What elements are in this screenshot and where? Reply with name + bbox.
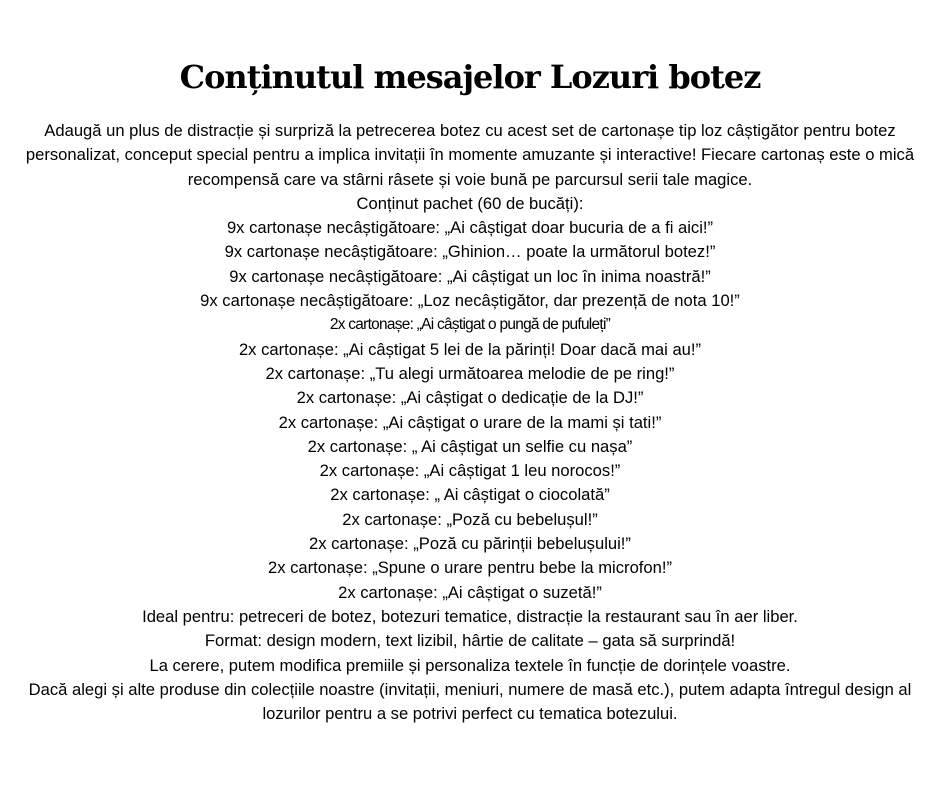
list-item: 2x cartonașe: „ Ai câștigat o ciocolată” (330, 485, 610, 505)
list-item: 2x cartonașe: „Poză cu bebelușul!” (342, 509, 598, 529)
list-item: 2x cartonașe: „Tu alegi următoarea melodie de pe ring!” (265, 363, 675, 383)
list-item: 9x cartonașe necâștigătoare: „Ai câștigat doar bucuria de a fi aici!” (226, 218, 714, 238)
product-description (18, 119, 922, 726)
package-heading: Conținut pachet (60 de bucăți): (356, 193, 584, 213)
closing-paragraph: Dacă alegi și alte produse din colecțiile noastre (invitații, meniuri, numere de masă etc.), putem adapta întregul design al lozurilor pentru a se potrivi perfect cu tematica botezului. (28, 679, 912, 724)
list-item: 9x cartonașe necâștigătoare: „Loz necâștigător, dar prezență de nota 10!” (200, 291, 740, 311)
list-item: 2x cartonașe: „Spune o urare pentru bebe la microfon!” (267, 558, 672, 578)
list-item: 2x cartonașe: „Poză cu părinții bebelușului!” (309, 534, 631, 554)
customization-text: La cerere, putem modifica premiile și personaliza textele în funcție de dorințele voastre. (149, 655, 791, 675)
list-item: 2x cartonașe: „Ai câștigat o dedicație de la DJ!” (296, 388, 644, 408)
format-text: Format: design modern, text lizibil, hârtie de calitate – gata să surprindă! (204, 631, 736, 651)
list-item: 2x cartonașe: „Ai câștigat o pungă de pufuleți” (329, 316, 611, 334)
list-item: 9x cartonașe necâștigătoare: „Ai câștigat un loc în inima noastră!” (229, 266, 711, 286)
intro-paragraph: Adaugă un plus de distracție și surpriză la petrecerea botez cu acest set de cartonașe tip loz câștigător pentru botez personalizat, conceput special pentru a implica invitații în momente amuzante și interactive! Fiecare cartonaș este o mică recompensă care va stârni râsete și voie bună pe parcursul serii tale magice. (25, 121, 915, 189)
list-item: 2x cartonașe: „Ai câștigat o suzetă!” (338, 582, 602, 602)
page-title: Conținutul mesajelor Lozuri botez (179, 58, 761, 96)
ideal-for-text: Ideal pentru: petreceri de botez, botezuri tematice, distracție la restaurant sau în aer liber. (142, 606, 798, 626)
list-item: 2x cartonașe: „Ai câștigat 5 lei de la părinți! Doar dacă mai au!” (238, 339, 702, 359)
list-item: 2x cartonașe: „ Ai câștigat un selfie cu nașa” (307, 436, 633, 456)
package-items-list (18, 216, 922, 605)
list-item: 2x cartonașe: „Ai câștigat o urare de la mami și tati!” (278, 412, 662, 432)
list-item: 2x cartonașe: „Ai câștigat 1 leu norocos!” (319, 461, 621, 481)
list-item: 9x cartonașe necâștigătoare: „Ghinion… poate la următorul botez!” (224, 242, 716, 262)
